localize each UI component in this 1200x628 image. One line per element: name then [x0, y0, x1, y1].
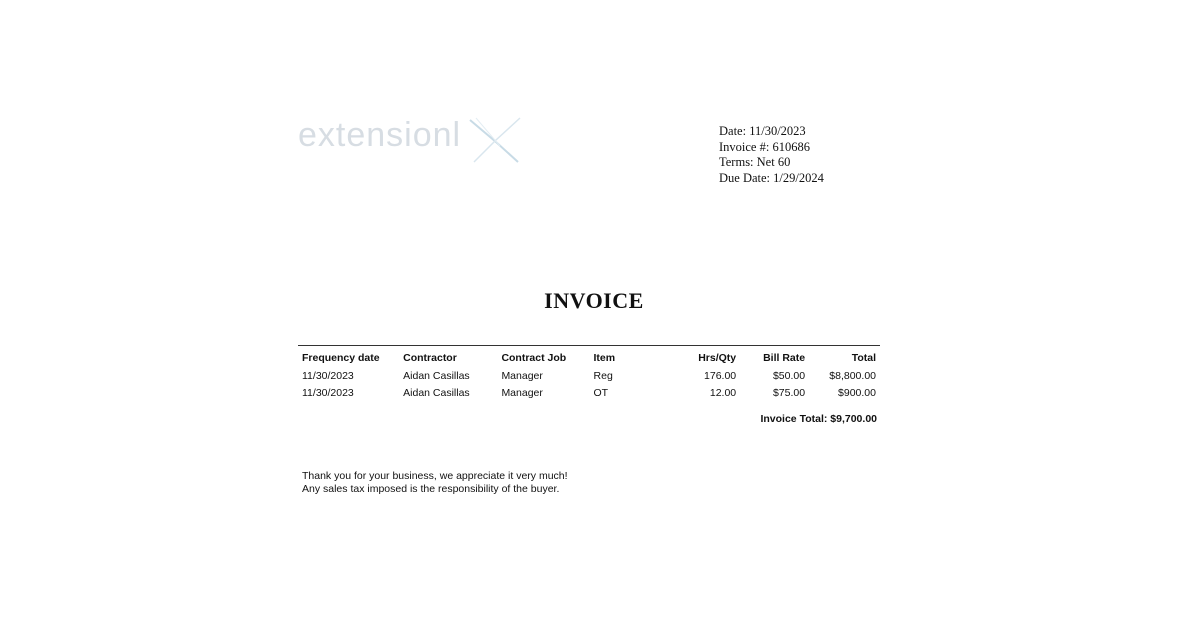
cell-hrs-qty: 12.00 [709, 386, 737, 399]
header-frequency-date: Frequency date [302, 352, 380, 364]
table-header-row [298, 349, 880, 367]
header-contract-job: Contract Job [501, 352, 567, 364]
header-item: Item [593, 352, 616, 364]
header-total: Total [851, 352, 876, 364]
line-items-table [298, 349, 880, 401]
invoice-paper [286, 0, 916, 628]
cell-contractor: Aidan Casillas [403, 369, 470, 382]
logo-wordmark: extensionl [298, 116, 462, 154]
header-contractor: Contractor [403, 352, 457, 364]
invoice-meta [719, 124, 824, 186]
header-hrs-qty: Hrs/Qty [698, 352, 737, 364]
invoice-terms: Terms: Net 60 [719, 155, 791, 169]
cell-total: $900.00 [838, 386, 876, 399]
invoice-footer-note [302, 470, 568, 496]
invoice-title: INVOICE [544, 288, 644, 313]
invoice-due-date: Due Date: 1/29/2024 [719, 170, 824, 185]
cell-contract-job: Manager [501, 369, 543, 382]
invoice-total: Invoice Total: $9,700.00 [760, 413, 877, 425]
invoice-number: Invoice #: 610686 [719, 139, 810, 154]
footer-thank-you: Thank you for your business, we appreciate it very much! [302, 470, 568, 482]
table-row [298, 384, 880, 401]
table-row [298, 367, 880, 384]
company-logo [298, 116, 528, 176]
cell-frequency-date: 11/30/2023 [302, 386, 354, 399]
cell-frequency-date: 11/30/2023 [302, 369, 354, 382]
cell-hrs-qty: 176.00 [704, 369, 737, 382]
footer-tax-note: Any sales tax imposed is the responsibility of the buyer. [302, 483, 560, 495]
cell-contract-job: Manager [501, 386, 543, 399]
logo-x-icon [466, 116, 526, 166]
cell-contractor: Aidan Casillas [403, 386, 470, 399]
table-top-rule [298, 345, 880, 346]
cell-bill-rate: $75.00 [772, 386, 806, 399]
header-bill-rate: Bill Rate [763, 352, 806, 364]
cell-bill-rate: $50.00 [772, 369, 806, 382]
cell-total: $8,800.00 [829, 369, 876, 382]
cell-item: Reg [593, 369, 613, 382]
invoice-date: Date: 11/30/2023 [719, 124, 806, 138]
cell-item: OT [593, 386, 609, 399]
